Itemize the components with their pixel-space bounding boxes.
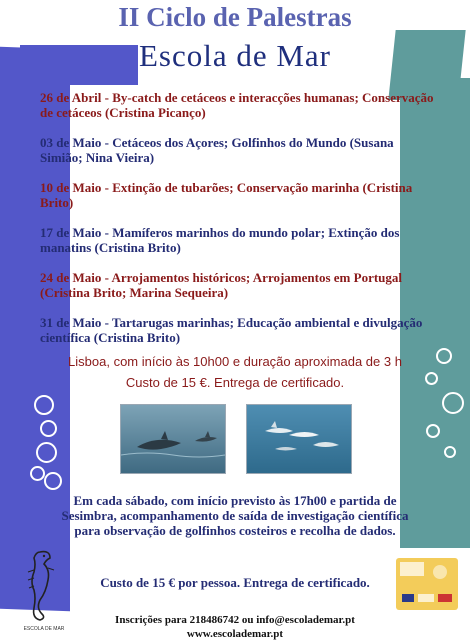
location-info: Lisboa, com início às 10h00 e duração aproximada de 3 h [68, 354, 402, 369]
bubble-decoration [44, 472, 62, 490]
bubble-decoration [426, 424, 440, 438]
lecture-item: 31 de Maio - Tartarugas marinhas; Educação ambiental e divulgação científica (Cristina Brito) [40, 315, 423, 345]
lecture-item: 17 de Maio - Mamíferos marinhos do mundo polar; Extinção dos manatins (Cristina Brito) [40, 225, 400, 255]
bubble-decoration [442, 392, 464, 414]
lecture-item: 24 de Maio - Arrojamentos históricos; Arrojamentos em Portugal (Cristina Brito; Marina Sequeira) [40, 270, 403, 300]
saturday-activity-text: Em cada sábado, com início previsto às 17h00 e partida de Sesimbra, acompanhamento de saída de investigação científica para observação de golfinhos costeiros e recolha de dados. [61, 493, 409, 538]
bubble-decoration [34, 395, 54, 415]
dolphins-photo-left [120, 404, 226, 474]
lecture-item: 10 de Maio - Extinção de tubarões; Conservação marinha (Cristina Brito) [40, 180, 413, 210]
logo-caption: ESCOLA DE MAR [23, 626, 65, 632]
seahorse-icon [20, 548, 64, 624]
partner-logo-badge [396, 558, 458, 610]
bubble-decoration [30, 466, 45, 481]
dolphins-photo-graphic [247, 405, 351, 473]
lecture-item: 26 de Abril - By-catch de cetáceos e interacções humanas; Conservação de cetáceos (Cristina Picanço) [40, 90, 434, 120]
lecture-list [40, 90, 438, 360]
page-title: II Ciclo de Palestras [118, 2, 352, 32]
saturday-cost-text: Custo de 15 € por pessoa. Entrega de certificado. [100, 575, 370, 590]
dolphins-photo-right [246, 404, 352, 474]
cost-info: Custo de 15 €. Entrega de certificado. [125, 375, 345, 390]
lecture-item: 03 de Maio - Cetáceos dos Açores; Golfinhos do Mundo (Susana Simião; Nina Vieira) [40, 135, 394, 165]
contact-info: Inscrições para 218486742 ou info@escolademar.pt [115, 614, 355, 626]
dolphins-photo-graphic [121, 405, 225, 473]
page-subtitle: Escola de Mar [138, 38, 332, 73]
website-link[interactable]: www.escolademar.pt [186, 628, 284, 640]
bubble-decoration [444, 446, 456, 458]
bubble-decoration [36, 442, 57, 463]
bubble-decoration [40, 420, 57, 437]
